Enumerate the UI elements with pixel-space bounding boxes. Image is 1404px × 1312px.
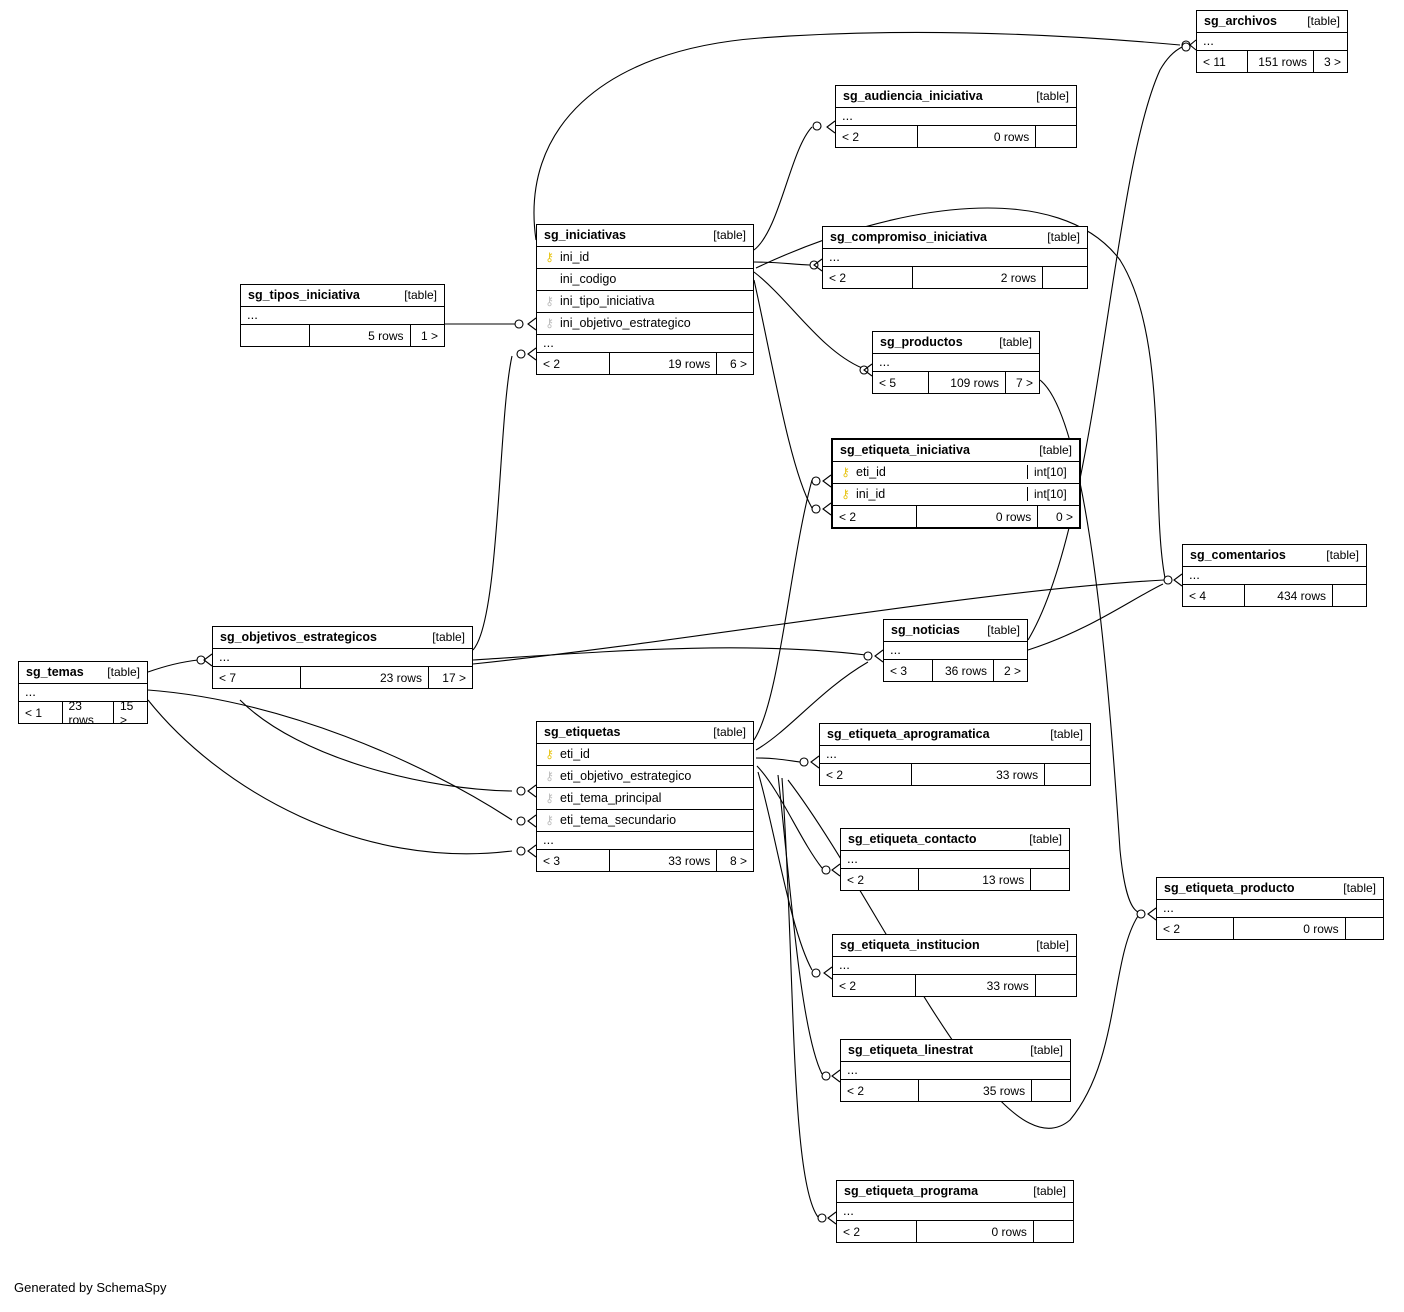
foreign-key-icon: ⚷ — [545, 813, 554, 827]
table-name: sg_archivos — [1204, 14, 1277, 28]
incoming-relations-count: < 2 — [833, 975, 916, 996]
collapsed-columns-ellipsis: ... — [823, 249, 1087, 267]
table-sg_etiquetas[interactable] — [536, 721, 754, 872]
collapsed-columns-ellipsis: ... — [837, 1203, 1073, 1221]
table-header — [19, 662, 147, 684]
table-sg_etiqueta_producto[interactable] — [1156, 877, 1384, 940]
column-name: eti_tema_secundario — [560, 813, 677, 827]
table-sg_etiqueta_iniciativa[interactable] — [831, 438, 1081, 529]
table-header — [841, 1040, 1070, 1062]
table-name: sg_etiqueta_iniciativa — [840, 443, 970, 457]
table-footer — [873, 372, 1039, 393]
table-name: sg_compromiso_iniciativa — [830, 230, 988, 244]
table-sg_etiqueta_contacto[interactable] — [840, 828, 1070, 891]
table-sg_audiencia_iniciativa[interactable] — [835, 85, 1077, 148]
table-footer — [823, 267, 1087, 288]
table-header — [213, 627, 472, 649]
table-header — [873, 332, 1039, 354]
table-header — [841, 829, 1069, 851]
table-tag: [table] — [1343, 881, 1376, 895]
incoming-relations-count: < 4 — [1183, 585, 1245, 606]
table-footer — [1157, 918, 1383, 939]
table-tag: [table] — [999, 335, 1032, 349]
row-count: 19 rows — [668, 356, 711, 371]
outgoing-relations-count — [1035, 126, 1076, 147]
column-name: ini_id — [560, 250, 590, 264]
table-name: sg_etiqueta_aprogramatica — [827, 727, 990, 741]
table-header — [833, 935, 1076, 957]
outgoing-relations-count — [1033, 1221, 1073, 1242]
table-tag: [table] — [1036, 89, 1069, 103]
outgoing-relations-count: 7 > — [1005, 372, 1039, 393]
row-count: 5 rows — [368, 328, 404, 343]
outgoing-relations-count: 17 > — [428, 667, 472, 688]
table-tag: [table] — [713, 228, 746, 242]
table-header — [1183, 545, 1366, 567]
table-header — [833, 440, 1079, 462]
row-count: 33 rows — [986, 978, 1029, 993]
table-footer — [241, 325, 444, 346]
table-column[interactable] — [537, 269, 753, 291]
table-tag: [table] — [713, 725, 746, 739]
collapsed-columns-ellipsis: ... — [537, 832, 753, 850]
incoming-relations-count — [241, 325, 310, 346]
table-tag: [table] — [404, 288, 437, 302]
table-footer — [833, 506, 1079, 527]
table-column[interactable] — [537, 313, 753, 335]
outgoing-relations-count: 3 > — [1313, 51, 1347, 72]
collapsed-columns-ellipsis: ... — [1197, 33, 1347, 51]
table-name: sg_etiqueta_institucion — [840, 938, 980, 952]
table-column[interactable] — [537, 810, 753, 832]
row-count: 0 rows — [995, 509, 1032, 524]
row-count: 35 rows — [983, 1083, 1026, 1098]
row-count: 434 rows — [1277, 588, 1326, 603]
outgoing-relations-count — [1332, 585, 1366, 606]
row-count: 36 rows — [944, 663, 987, 678]
table-column[interactable] — [537, 788, 753, 810]
table-header — [1197, 11, 1347, 33]
incoming-relations-count: < 2 — [823, 267, 913, 288]
table-footer — [537, 850, 753, 871]
outgoing-relations-count — [1345, 918, 1383, 939]
collapsed-columns-ellipsis: ... — [241, 307, 444, 325]
table-sg_objetivos_estrategicos[interactable] — [212, 626, 473, 689]
table-name: sg_etiqueta_producto — [1164, 881, 1295, 895]
collapsed-columns-ellipsis: ... — [833, 957, 1076, 975]
outgoing-relations-count — [1035, 975, 1076, 996]
table-header — [537, 722, 753, 744]
collapsed-columns-ellipsis: ... — [873, 354, 1039, 372]
incoming-relations-count: < 2 — [537, 353, 610, 374]
collapsed-columns-ellipsis: ... — [213, 649, 472, 667]
column-name: eti_id — [560, 747, 590, 761]
table-footer — [837, 1221, 1073, 1242]
column-name: ini_id — [856, 487, 886, 501]
table-tag: [table] — [1050, 727, 1083, 741]
table-sg_iniciativas[interactable] — [536, 224, 754, 375]
primary-key-icon: ⚷ — [841, 487, 850, 501]
collapsed-columns-ellipsis: ... — [820, 746, 1090, 764]
primary-key-icon: ⚷ — [841, 465, 850, 479]
table-name: sg_objetivos_estrategicos — [220, 630, 378, 644]
table-header — [823, 227, 1087, 249]
table-tag: [table] — [1029, 832, 1062, 846]
table-header — [537, 225, 753, 247]
table-tag: [table] — [987, 623, 1020, 637]
table-header — [820, 724, 1090, 746]
outgoing-relations-count — [1030, 869, 1069, 890]
table-column[interactable] — [537, 744, 753, 766]
incoming-relations-count: < 2 — [1157, 918, 1234, 939]
table-footer — [833, 975, 1076, 996]
table-name: sg_etiqueta_programa — [844, 1184, 979, 1198]
table-name: sg_tipos_iniciativa — [248, 288, 360, 302]
table-sg_etiqueta_programa[interactable] — [836, 1180, 1074, 1243]
table-footer — [841, 869, 1069, 890]
collapsed-columns-ellipsis: ... — [836, 108, 1076, 126]
table-header — [836, 86, 1076, 108]
collapsed-columns-ellipsis: ... — [1157, 900, 1383, 918]
table-tag: [table] — [1307, 14, 1340, 28]
table-footer — [820, 764, 1090, 785]
foreign-key-icon: ⚷ — [545, 791, 554, 805]
column-type: int[10] — [1027, 465, 1079, 479]
table-sg_productos[interactable] — [872, 331, 1040, 394]
incoming-relations-count: < 1 — [19, 702, 63, 723]
table-footer — [19, 698, 147, 727]
table-header — [241, 285, 444, 307]
table-header — [884, 620, 1027, 642]
column-type: int[10] — [1027, 487, 1079, 501]
foreign-key-icon: ⚷ — [545, 294, 554, 308]
outgoing-relations-count: 2 > — [993, 660, 1027, 681]
table-sg_etiqueta_linestrat[interactable] — [840, 1039, 1071, 1102]
table-name: sg_iniciativas — [544, 228, 626, 242]
column-name: eti_id — [856, 465, 886, 479]
table-name: sg_etiqueta_linestrat — [848, 1043, 974, 1057]
table-tag: [table] — [107, 665, 140, 679]
column-name: eti_tema_principal — [560, 791, 662, 805]
outgoing-relations-count: 6 > — [716, 353, 753, 374]
outgoing-relations-count — [1044, 764, 1090, 785]
row-count: 151 rows — [1258, 54, 1307, 69]
row-count: 109 rows — [950, 375, 999, 390]
column-name: ini_codigo — [560, 272, 617, 286]
table-footer — [841, 1080, 1070, 1101]
row-count: 2 rows — [1000, 270, 1037, 285]
primary-key-icon: ⚷ — [545, 747, 554, 761]
table-sg_etiqueta_institucion[interactable] — [832, 934, 1077, 997]
table-footer — [537, 353, 753, 374]
table-tag: [table] — [1326, 548, 1359, 562]
collapsed-columns-ellipsis: ... — [884, 642, 1027, 660]
foreign-key-icon: ⚷ — [545, 316, 554, 330]
table-footer — [884, 660, 1027, 681]
table-name: sg_temas — [26, 665, 84, 679]
outgoing-relations-count: 1 > — [410, 325, 445, 346]
incoming-relations-count: < 11 — [1197, 51, 1248, 72]
table-name: sg_noticias — [891, 623, 960, 637]
table-header — [837, 1181, 1073, 1203]
table-sg_temas[interactable] — [18, 661, 148, 727]
outgoing-relations-count: 8 > — [716, 850, 753, 871]
table-header — [1157, 878, 1383, 900]
incoming-relations-count: < 5 — [873, 372, 929, 393]
table-tag: [table] — [1039, 443, 1072, 457]
outgoing-relations-count: 15 > — [113, 702, 147, 723]
collapsed-columns-ellipsis: ... — [841, 851, 1069, 869]
table-column[interactable] — [833, 484, 1079, 506]
outgoing-relations-count: 0 > — [1037, 506, 1079, 527]
table-column[interactable] — [537, 766, 753, 788]
incoming-relations-count: < 2 — [836, 126, 918, 147]
table-column[interactable] — [833, 462, 1079, 484]
row-count: 0 rows — [991, 1224, 1027, 1239]
incoming-relations-count: < 2 — [841, 869, 919, 890]
collapsed-columns-ellipsis: ... — [1183, 567, 1366, 585]
generator-note: Generated by SchemaSpy — [14, 1280, 167, 1295]
table-footer — [1197, 51, 1347, 72]
primary-key-icon: ⚷ — [545, 250, 554, 264]
table-column[interactable] — [537, 247, 753, 269]
column-name: ini_tipo_iniciativa — [560, 294, 655, 308]
incoming-relations-count: < 2 — [820, 764, 912, 785]
incoming-relations-count: < 2 — [837, 1221, 917, 1242]
incoming-relations-count: < 2 — [841, 1080, 919, 1101]
table-footer — [836, 126, 1076, 147]
row-count: 0 rows — [993, 129, 1030, 144]
table-tag: [table] — [1030, 1043, 1063, 1057]
collapsed-columns-ellipsis: ... — [537, 335, 753, 353]
table-sg_noticias[interactable] — [883, 619, 1028, 682]
row-count: 33 rows — [668, 853, 711, 868]
column-name: eti_objetivo_estrategico — [560, 769, 692, 783]
table-sg_comentarios[interactable] — [1182, 544, 1367, 607]
collapsed-columns-ellipsis: ... — [19, 684, 147, 702]
table-tag: [table] — [1036, 938, 1069, 952]
row-count: 23 rows — [68, 698, 94, 727]
table-column[interactable] — [537, 291, 753, 313]
row-count: 23 rows — [379, 670, 422, 685]
table-footer — [1183, 585, 1366, 606]
table-sg_archivos[interactable] — [1196, 10, 1348, 73]
table-tag: [table] — [1033, 1184, 1066, 1198]
outgoing-relations-count — [1031, 1080, 1070, 1101]
incoming-relations-count: < 3 — [537, 850, 610, 871]
column-name: ini_objetivo_estrategico — [560, 316, 691, 330]
table-footer — [213, 667, 472, 688]
incoming-relations-count: < 7 — [213, 667, 301, 688]
table-name: sg_etiquetas — [544, 725, 621, 739]
table-sg_compromiso_iniciativa[interactable] — [822, 226, 1088, 289]
table-sg_tipos_iniciativa[interactable] — [240, 284, 445, 347]
table-tag: [table] — [1047, 230, 1080, 244]
collapsed-columns-ellipsis: ... — [841, 1062, 1070, 1080]
table-name: sg_comentarios — [1190, 548, 1286, 562]
outgoing-relations-count — [1042, 267, 1087, 288]
row-count: 13 rows — [982, 872, 1025, 887]
table-sg_etiqueta_aprogramatica[interactable] — [819, 723, 1091, 786]
table-name: sg_audiencia_iniciativa — [843, 89, 983, 103]
table-name: sg_productos — [880, 335, 963, 349]
row-count: 0 rows — [1303, 921, 1339, 936]
foreign-key-icon: ⚷ — [545, 769, 554, 783]
incoming-relations-count: < 2 — [833, 506, 917, 527]
table-name: sg_etiqueta_contacto — [848, 832, 977, 846]
incoming-relations-count: < 3 — [884, 660, 933, 681]
table-tag: [table] — [432, 630, 465, 644]
row-count: 33 rows — [996, 767, 1039, 782]
